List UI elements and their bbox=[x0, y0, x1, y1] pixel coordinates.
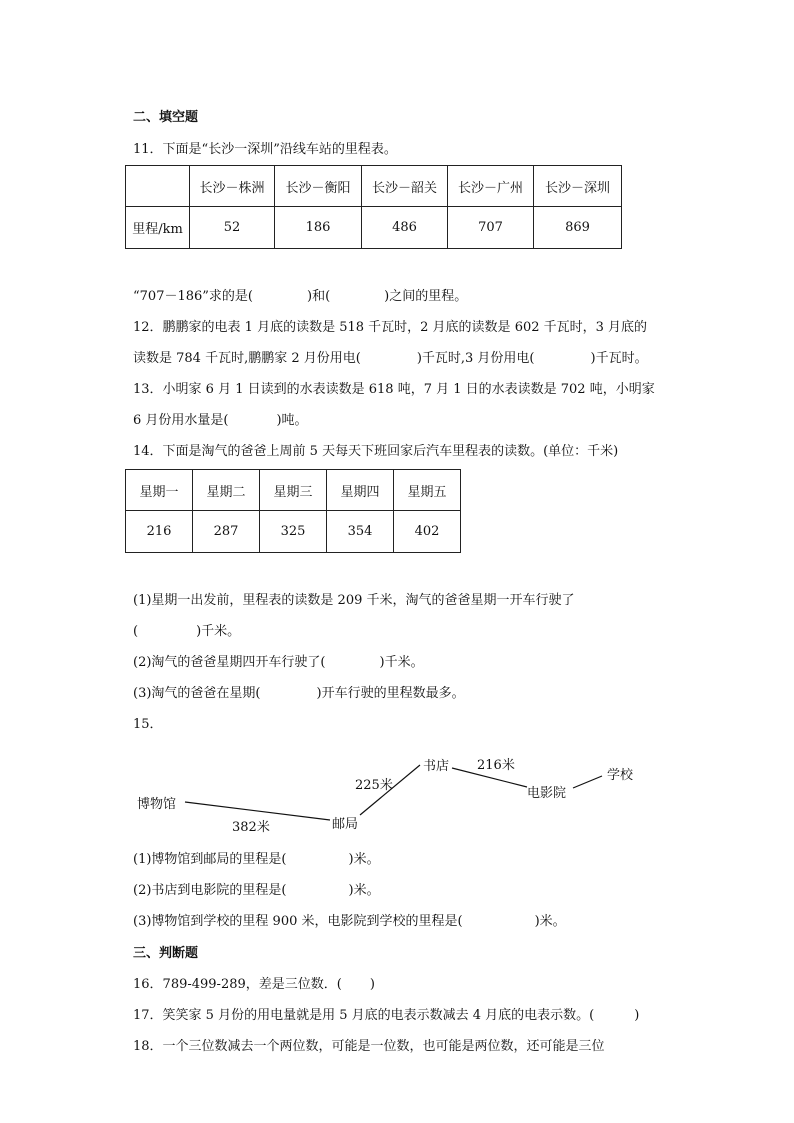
table-cell: 402 bbox=[394, 511, 461, 553]
text-fragment: ) bbox=[369, 977, 375, 992]
table-header-cell: 星期三 bbox=[260, 470, 327, 511]
table-cell: 52 bbox=[190, 207, 275, 249]
question-15-number: 15． bbox=[133, 717, 163, 732]
text-fragment: )千米。 bbox=[379, 655, 424, 670]
text-fragment: “707－186”求的是( bbox=[133, 289, 253, 304]
place-label-post-office: 邮局 bbox=[332, 817, 359, 832]
text-fragment: )米。 bbox=[534, 914, 566, 929]
question-14-sub2 bbox=[133, 654, 424, 672]
question-15-sub3 bbox=[133, 913, 566, 931]
table-header-cell: 长沙－株洲 bbox=[190, 166, 275, 207]
question-13-line2 bbox=[133, 412, 308, 430]
text-fragment: (3)博物馆到学校的里程 900 米，电影院到学校的里程是( bbox=[133, 914, 463, 929]
text-fragment: 17．笑笑家 5 月份的用电量就是用 5 月底的电表示数减去 4 月底的电表示数。( bbox=[133, 1008, 595, 1023]
question-11-sub bbox=[133, 288, 467, 306]
distance-label: 225米 bbox=[355, 778, 393, 793]
table-cell: 186 bbox=[275, 207, 362, 249]
place-label-museum: 博物馆 bbox=[137, 797, 177, 812]
table-header-cell: 长沙－广州 bbox=[448, 166, 534, 207]
table-header-cell bbox=[126, 166, 190, 207]
text-fragment: )千米。 bbox=[196, 624, 241, 639]
question-14-sub1-line1: (1)星期一出发前，里程表的读数是 209 千米，淘气的爸爸星期一开车行驶了 bbox=[133, 593, 575, 608]
table-cell: 216 bbox=[126, 511, 193, 553]
text-fragment: ) bbox=[634, 1008, 640, 1023]
text-fragment: ( bbox=[133, 624, 139, 639]
table-header-cell: 长沙－韶关 bbox=[362, 166, 448, 207]
place-label-cinema: 电影院 bbox=[527, 786, 567, 801]
question-14-sub3 bbox=[133, 685, 465, 703]
table-cell: 287 bbox=[193, 511, 260, 553]
text-fragment: 读数是 784 千瓦时,鹏鹏家 2 月份用电( bbox=[133, 351, 361, 366]
text-fragment: )千瓦时,3 月份用电( bbox=[416, 351, 535, 366]
section-title-fill-in: 二、填空题 bbox=[133, 110, 199, 125]
table-header-cell: 星期二 bbox=[193, 470, 260, 511]
table-header-cell: 星期四 bbox=[327, 470, 394, 511]
distance-label: 216米 bbox=[477, 758, 515, 773]
question-16 bbox=[133, 976, 375, 994]
question-18: 18．一个三位数减去一个两位数，可能是一位数，也可能是两位数，还可能是三位 bbox=[133, 1039, 605, 1054]
text-fragment: 16．789-499-289，差是三位数．( bbox=[133, 977, 342, 992]
text-fragment: 6 月份用水量是( bbox=[133, 413, 229, 428]
text-fragment: )千瓦时。 bbox=[590, 351, 648, 366]
text-fragment: (2)书店到电影院的里程是( bbox=[133, 883, 287, 898]
question-15-sub1 bbox=[133, 851, 380, 869]
table-cell: 486 bbox=[362, 207, 448, 249]
text-fragment: )米。 bbox=[348, 883, 380, 898]
table-header-cell: 长沙－深圳 bbox=[534, 166, 622, 207]
text-fragment: (3)淘气的爸爸在星期( bbox=[133, 686, 261, 701]
question-15-sub2 bbox=[133, 882, 380, 900]
table-header-cell: 星期一 bbox=[126, 470, 193, 511]
text-fragment: (1)博物馆到邮局的里程是( bbox=[133, 852, 287, 867]
odometer-table bbox=[125, 469, 461, 553]
question-12-line1: 12．鹏鹏家的电表 1 月底的读数是 518 千瓦时，2 月底的读数是 602 千瓦时，3 月底的 bbox=[133, 320, 648, 335]
text-fragment: (2)淘气的爸爸星期四开车行驶了( bbox=[133, 655, 326, 670]
table-cell: 707 bbox=[448, 207, 534, 249]
question-13-line1: 13．小明家 6 月 1 日读到的水表读数是 618 吨，7 月 1 日的水表读数是 702 吨，小明家 bbox=[133, 382, 655, 397]
text-fragment: )之间的里程。 bbox=[384, 289, 468, 304]
text-fragment: )吨。 bbox=[276, 413, 308, 428]
route-line-cinema-school bbox=[573, 776, 602, 788]
place-label-bookstore: 书店 bbox=[423, 759, 450, 774]
question-17 bbox=[133, 1007, 639, 1025]
section-title-true-false: 三、判断题 bbox=[133, 946, 199, 961]
table-cell: 354 bbox=[327, 511, 394, 553]
mileage-table-header-row bbox=[126, 166, 622, 207]
route-line-museum-post bbox=[185, 802, 330, 820]
table-header-cell: 星期五 bbox=[394, 470, 461, 511]
route-map-diagram bbox=[130, 750, 650, 838]
text-fragment: )米。 bbox=[348, 852, 380, 867]
odometer-table-value-row bbox=[126, 511, 461, 553]
distance-label: 382米 bbox=[232, 820, 270, 835]
mileage-table-value-row bbox=[126, 207, 622, 249]
table-header-cell: 长沙－衡阳 bbox=[275, 166, 362, 207]
text-fragment: )开车行驶的里程数最多。 bbox=[316, 686, 465, 701]
text-fragment: )和( bbox=[307, 289, 331, 304]
mileage-table bbox=[125, 165, 622, 249]
question-14-sub1-line2 bbox=[133, 623, 240, 641]
question-12-line2 bbox=[133, 350, 648, 368]
table-row-label: 里程/km bbox=[126, 207, 190, 249]
table-cell: 869 bbox=[534, 207, 622, 249]
question-11-text: 11．下面是“长沙一深圳”沿线车站的里程表。 bbox=[133, 142, 397, 157]
odometer-table-header-row bbox=[126, 470, 461, 511]
place-label-school: 学校 bbox=[607, 768, 634, 783]
question-14-text: 14．下面是淘气的爸爸上周前 5 天每天下班回家后汽车里程表的读数。(单位：千米) bbox=[133, 444, 619, 459]
table-cell: 325 bbox=[260, 511, 327, 553]
